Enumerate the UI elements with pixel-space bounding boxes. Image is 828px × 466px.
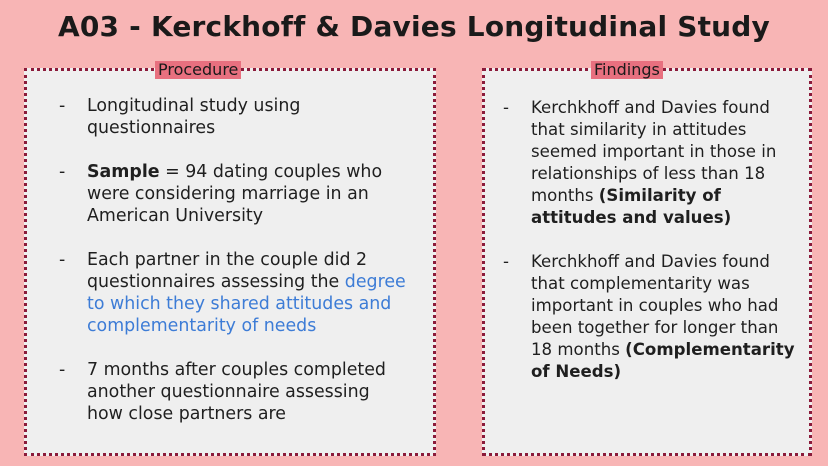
findings-label: Findings xyxy=(591,61,663,79)
procedure-list xyxy=(59,95,411,447)
findings-item-2 xyxy=(503,251,803,383)
procedure-item-3-text: Each partner in the couple did 2 questionnaires assessing the xyxy=(87,250,368,292)
findings-item-1-text: Kerchkhoff and Davies found that similarity in attitudes seemed important in those in relationships of less than 18 months xyxy=(531,98,777,205)
findings-item-1 xyxy=(503,97,803,229)
procedure-item-2-text: = 94 dating couples who were considering marriage in an American University xyxy=(87,162,383,226)
procedure-item-2 xyxy=(59,161,411,227)
bullet-dash: - xyxy=(59,162,66,182)
findings-list xyxy=(503,97,803,405)
bullet-dash: - xyxy=(503,98,509,117)
bullet-dash: - xyxy=(59,96,66,116)
procedure-item-1 xyxy=(59,95,411,139)
procedure-item-4 xyxy=(59,359,411,425)
procedure-item-3-highlight: degree to which they shared attitudes and complementarity of needs xyxy=(87,272,406,336)
procedure-item-4-text: 7 months after couples completed another questionnaire assessing how close partners are xyxy=(87,360,386,424)
sample-bold: Sample xyxy=(87,162,160,182)
procedure-item-3 xyxy=(59,249,411,337)
findings-item-2-text: Kerchkhoff and Davies found that complementarity was important in couples who had been together for longer than 18 months xyxy=(531,252,779,359)
bullet-dash: - xyxy=(59,360,66,380)
findings-item-2-bold: (Complementarity of Needs) xyxy=(531,340,795,381)
bullet-dash: - xyxy=(59,250,66,270)
slide-title: A03 - Kerckhoff & Davies Longitudinal Study xyxy=(58,10,770,43)
findings-box xyxy=(482,60,812,456)
procedure-box xyxy=(24,60,436,456)
findings-item-1-bold: (Similarity of attitudes and values) xyxy=(531,186,732,227)
procedure-item-1-text: Longitudinal study using questionnaires xyxy=(87,96,301,138)
procedure-label: Procedure xyxy=(155,61,241,79)
bullet-dash: - xyxy=(503,252,509,271)
